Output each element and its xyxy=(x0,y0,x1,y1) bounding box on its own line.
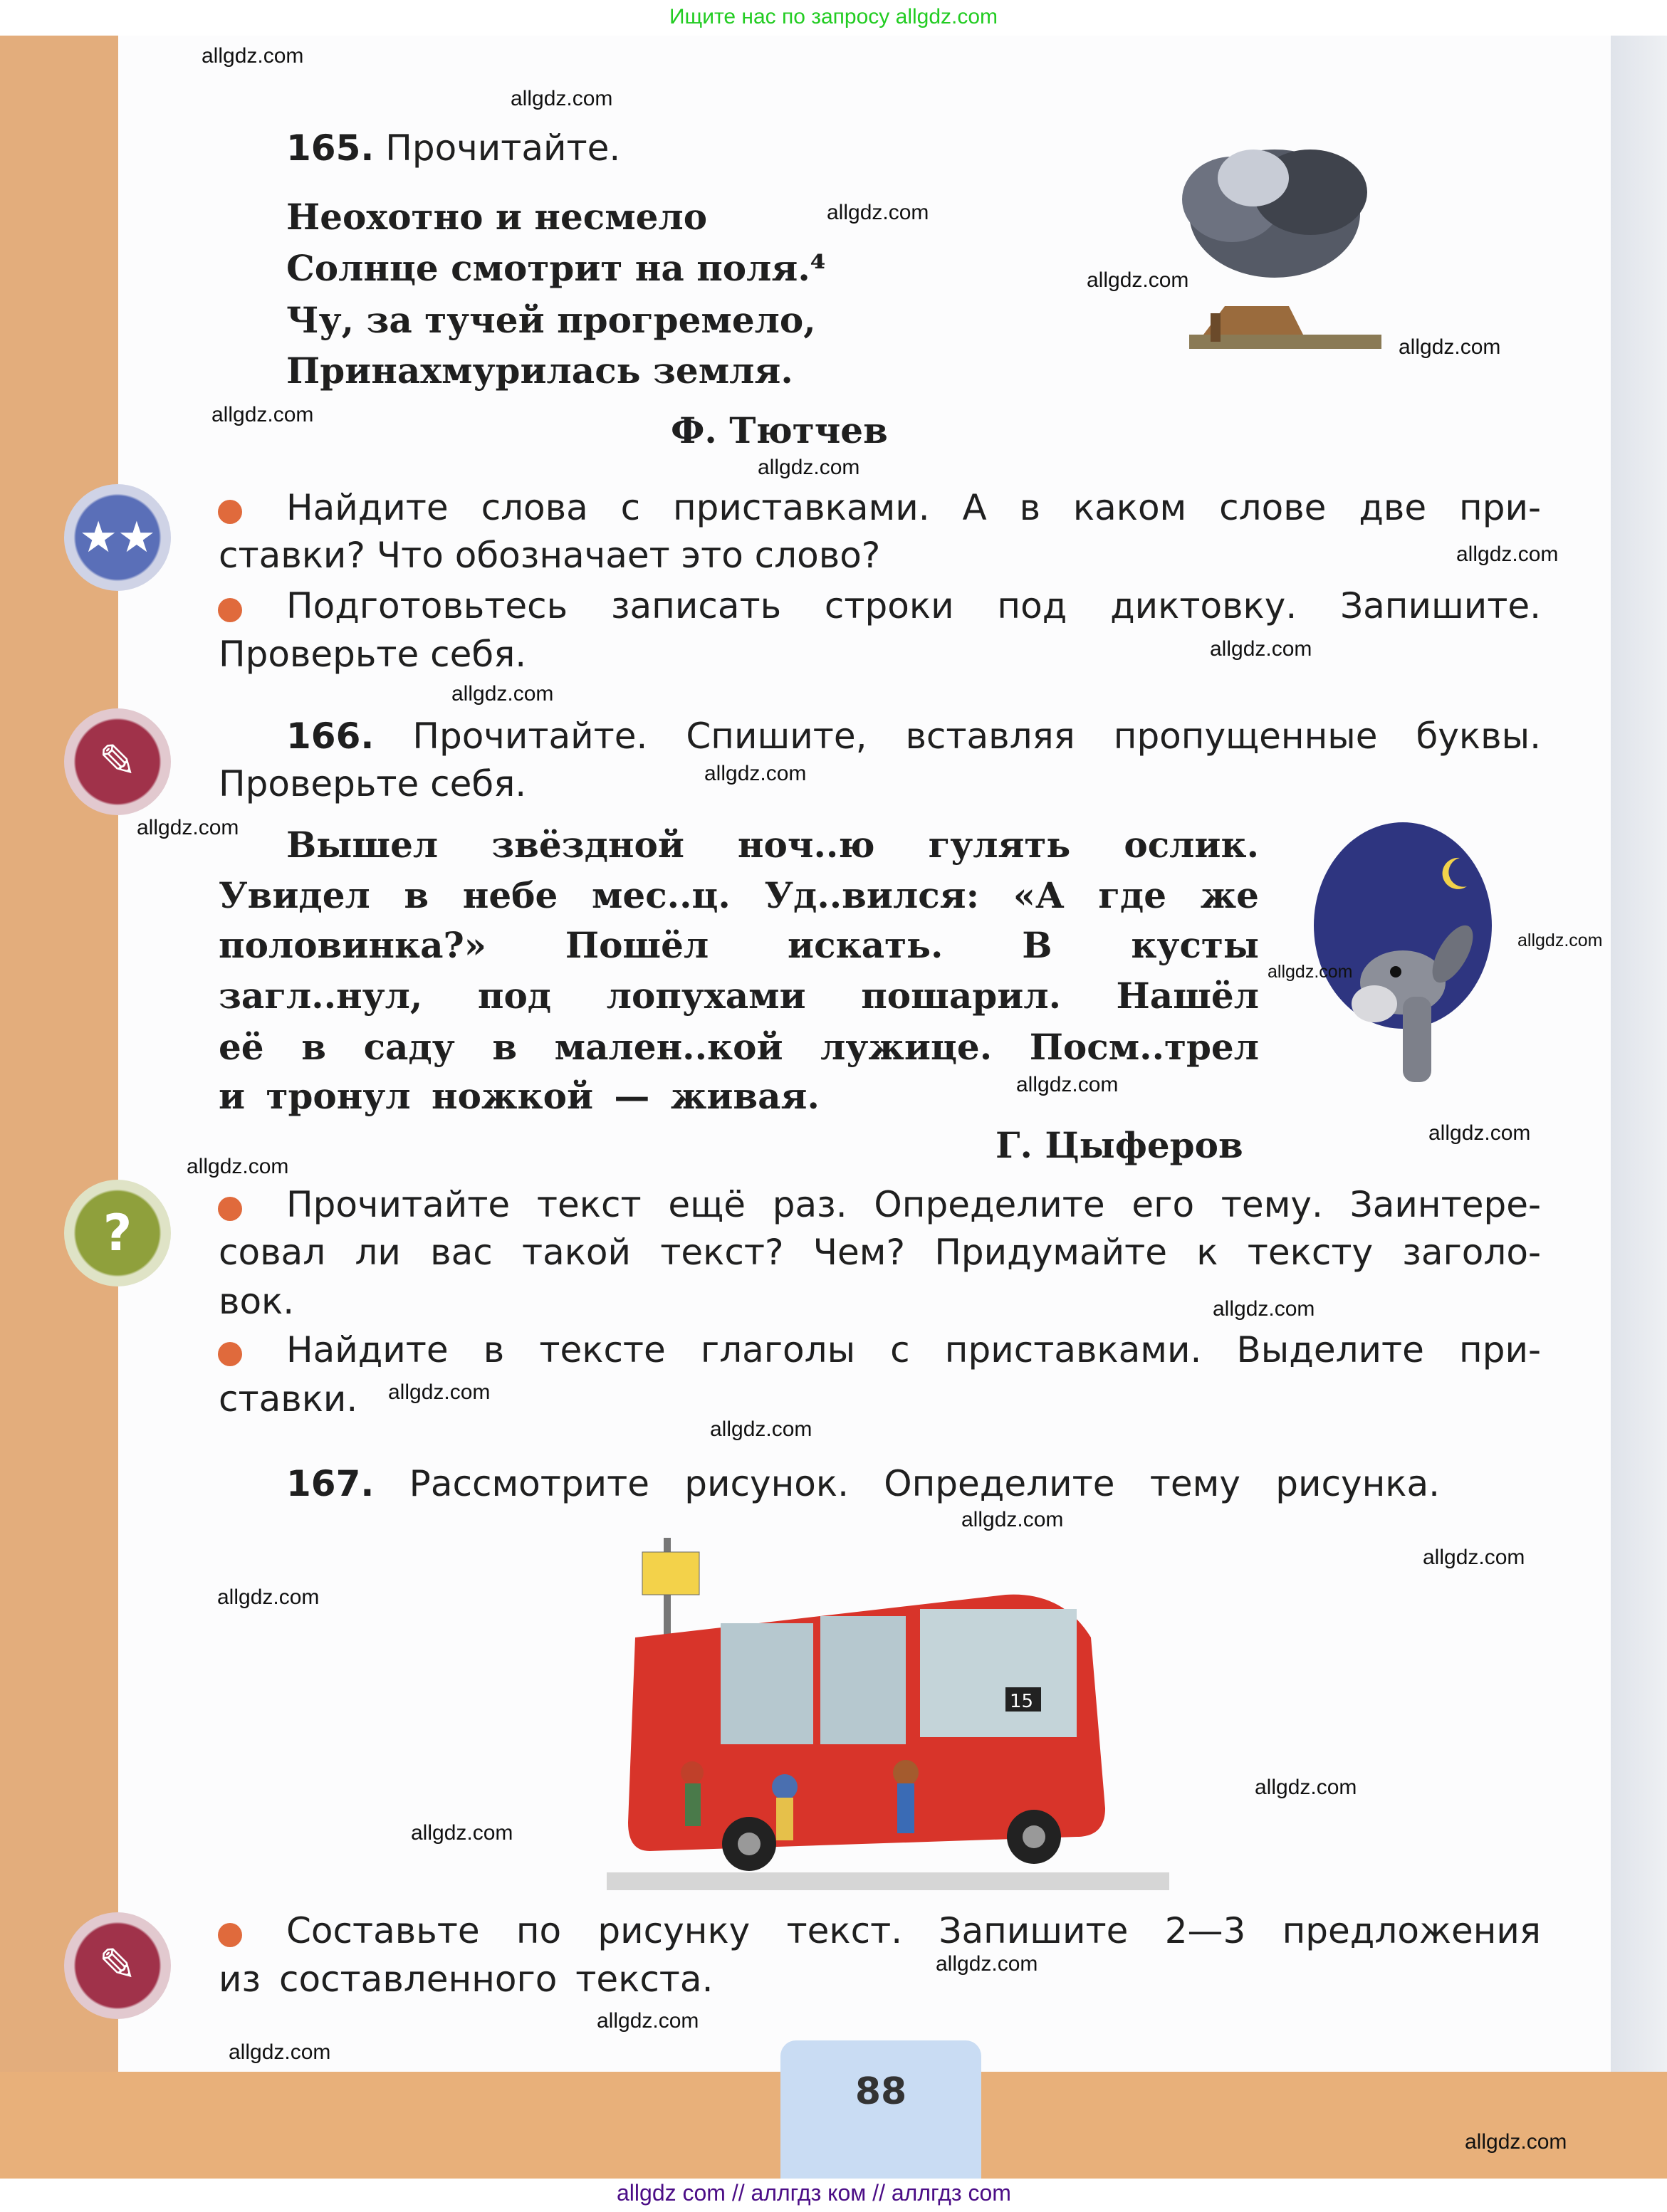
watermark: allgdz.com xyxy=(1210,637,1312,661)
page-number: 88 xyxy=(855,2070,907,2113)
story-line: половинка?» Пошёл искать. В кусты xyxy=(219,924,1259,966)
task-text: Найдите слова с приставками. А в каком слове две при- xyxy=(286,487,1541,528)
task-text: Найдите в тексте глаголы с приставками. Выделите при- xyxy=(286,1329,1541,1370)
bus-route-number: 15 xyxy=(1010,1691,1034,1712)
exercise-title: Прочитайте. xyxy=(385,127,621,169)
watermark: allgdz.com xyxy=(1213,1297,1315,1321)
watermark: allgdz.com xyxy=(211,403,314,426)
watermark: allgdz.com xyxy=(1423,1546,1525,1569)
footer-banner xyxy=(0,2179,1667,2212)
watermark: allgdz.com xyxy=(597,2009,699,2033)
watermark: allgdz.com xyxy=(1268,962,1353,982)
story-line: её в саду в мален..кой лужице. Посм..трел xyxy=(219,1026,1259,1068)
story-line: и тронул ножкой — живая. xyxy=(219,1075,820,1117)
footer-text: allgdz com // аллгдз ком // аллгдз com xyxy=(617,2180,1011,2206)
top-banner xyxy=(0,0,1667,36)
feather-pen-icon: ✎ xyxy=(64,708,171,815)
watermark: allgdz.com xyxy=(217,1585,320,1609)
watermark: allgdz.com xyxy=(827,201,929,224)
story-line: Вышел звёздной ноч..ю гулять ослик. xyxy=(286,824,1259,866)
watermark: allgdz.com xyxy=(1399,335,1501,359)
watermark: allgdz.com xyxy=(710,1417,812,1441)
watermark: allgdz.com xyxy=(1016,1073,1119,1096)
watermark: allgdz.com xyxy=(411,1821,513,1845)
exercise-165-heading xyxy=(286,128,620,169)
task-text: Подготовьтесь записать строки под диктовку. Запишите. xyxy=(286,585,1541,627)
exercise-title: Проверьте себя. xyxy=(219,763,527,804)
right-page-edge xyxy=(1611,36,1667,2179)
task-text: ставки? Что обозначает это слово? xyxy=(219,535,881,576)
watermark: allgdz.com xyxy=(1087,268,1189,292)
bullet-marker xyxy=(218,1923,242,1947)
cloud-illustration xyxy=(1168,135,1403,399)
poem-line: Солнце смотрит на поля.⁴ xyxy=(286,247,826,289)
poem-author: Ф. Тютчев xyxy=(671,409,888,451)
watermark: allgdz.com xyxy=(451,682,554,706)
watermark: allgdz.com xyxy=(1255,1776,1357,1799)
top-banner-text: Ищите нас по запросу allgdz.com xyxy=(669,5,998,28)
bullet-marker xyxy=(218,598,242,622)
exercise-number: 165. xyxy=(286,127,375,169)
exercise-title: Прочитайте. Спишите, вставляя пропущенные буквы. xyxy=(412,716,1541,757)
feather-pen-icon: ✎ xyxy=(64,1912,171,2019)
stars-icon: ★★ xyxy=(64,484,171,591)
watermark: allgdz.com xyxy=(961,1508,1064,1531)
watermark: allgdz.com xyxy=(704,762,807,785)
exercise-number: 167. xyxy=(286,1463,375,1504)
watermark: allgdz.com xyxy=(187,1155,289,1178)
watermark: allgdz.com xyxy=(202,44,304,68)
left-margin-band xyxy=(0,36,118,2179)
exercise-166-heading xyxy=(286,716,1541,758)
bus-stop-illustration xyxy=(607,1538,1169,1894)
question-bubble-icon: ? xyxy=(64,1180,171,1286)
exercise-167-heading xyxy=(286,1464,1440,1505)
poem-line: Чу, за тучей прогремело, xyxy=(286,299,816,341)
task-text: Проверьте себя. xyxy=(219,634,527,675)
watermark: allgdz.com xyxy=(936,1952,1038,1976)
poem-line: Принахмурилась земля. xyxy=(286,350,793,392)
task-text: вок. xyxy=(219,1281,295,1322)
donkey-moon-illustration xyxy=(1310,819,1524,1104)
task-text: Прочитайте текст ещё раз. Определите его тему. Заинтере- xyxy=(286,1184,1541,1225)
task-text: ставки. xyxy=(219,1378,358,1420)
watermark: allgdz.com xyxy=(388,1380,491,1404)
poem-line: Неохотно и несмело xyxy=(286,196,708,238)
watermark: allgdz.com xyxy=(1517,931,1603,950)
watermark: allgdz.com xyxy=(137,816,239,839)
story-line: загл..нул, под лопухами пошарил. Нашёл xyxy=(219,975,1259,1017)
exercise-title: Рассмотрите рисунок. Определите тему рисунка. xyxy=(409,1463,1440,1504)
story-line: Увидел в небе мес..ц. Уд..вился: «А где же xyxy=(219,874,1259,916)
bullet-marker xyxy=(218,1342,242,1366)
watermark: allgdz.com xyxy=(758,456,860,479)
watermark: allgdz.com xyxy=(1428,1121,1531,1145)
watermark: allgdz.com xyxy=(1465,2130,1567,2154)
watermark: allgdz.com xyxy=(511,87,613,110)
task-text: совал ли вас такой текст? Чем? Придумайте к тексту заголо- xyxy=(219,1232,1541,1273)
watermark: allgdz.com xyxy=(229,2040,331,2064)
watermark: allgdz.com xyxy=(1456,542,1559,566)
task-text: Составьте по рисунку текст. Запишите 2—3 предложения xyxy=(286,1910,1541,1951)
exercise-number: 166. xyxy=(286,716,375,757)
page-number-tab xyxy=(780,2040,981,2179)
task-text: из составленного текста. xyxy=(219,1959,714,2000)
bullet-marker xyxy=(218,1197,242,1221)
story-author: Г. Цыферов xyxy=(996,1124,1243,1166)
bullet-marker xyxy=(218,500,242,524)
